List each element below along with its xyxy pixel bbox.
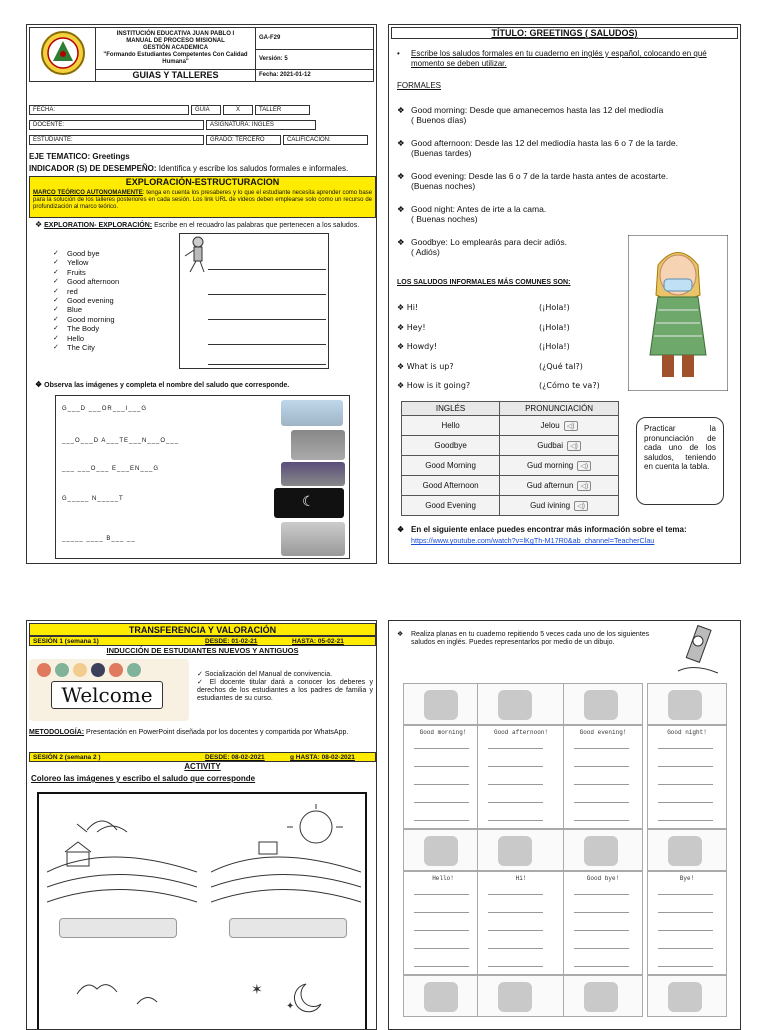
session2-hasta: g HASTA: 08-02-2021 xyxy=(290,754,355,761)
manual-name: MANUAL DE PROCESO MISIONAL xyxy=(126,38,225,44)
word-item: ✓ Good morning xyxy=(53,315,119,324)
writing-box[interactable] xyxy=(563,871,643,975)
informal-greeting-en: Hey! xyxy=(406,322,426,332)
exploration-text: Escribe en el recuadro las palabras que pertenecen a los saludos. xyxy=(154,222,360,229)
planas-instruction: Realiza planas en tu cuaderno repitiendo 5 veces cada uno de los siguientes saludos en inglés. Puedes representarlos por medio de un dibujo. xyxy=(411,631,650,646)
speaker-icon[interactable]: ◁) xyxy=(567,441,581,451)
eje-tematico: EJE TEMATICO: Greetings xyxy=(29,152,130,161)
formal-greeting-en: Good afternoon: xyxy=(411,138,473,148)
institution-name: INSTITUCIÓN EDUCATIVA JUAN PABLO I xyxy=(116,31,235,37)
pronunciation-row xyxy=(402,416,619,436)
blank-4[interactable]: G_____ N_____T xyxy=(62,496,124,502)
informal-greeting-item: ❖ What is up? (¿Qué tal?) xyxy=(397,361,583,371)
formal-greeting-item: ❖ Good evening: Desde las 6 o 7 de la tarde hasta antes de acostarte. (Buenas noches) xyxy=(397,171,669,191)
english-word: Good Afternoon xyxy=(402,476,500,496)
doc-title: GUIAS Y TALLERES xyxy=(96,70,256,82)
night-landscape-image xyxy=(211,964,361,1030)
formal-greeting-es: Desde que amanecemos hasta las 12 del mediodía xyxy=(469,105,664,115)
header-table xyxy=(29,27,374,82)
answer-input-1[interactable] xyxy=(59,918,177,938)
word-item: ✓ Hello xyxy=(53,334,119,343)
transfer-title: TRANSFERENCIA Y VALORACIÓN xyxy=(29,623,376,636)
word-item: ✓ Good afternoon xyxy=(53,277,119,286)
exploration-label: EXPLORATION- EXPLORACIÓN: xyxy=(44,222,153,229)
evening-landscape-image xyxy=(47,964,197,1030)
formal-greeting-es: Desde las 12 del mediodía hasta las 6 o 7 de la tarde. xyxy=(474,138,678,148)
link-text: En el siguiente enlace puedes encontrar más información sobre el tema: xyxy=(411,525,687,534)
greeting-label: Good morning! xyxy=(419,729,467,736)
marco-text: : tenga en cuenta los presaberes y lo que el estudiante necesita aprender como base para la solución de los talleres posteriores en cada sesión. Los link URL de videos deben emplearse solo como un recurso de profundización al marco teórico. xyxy=(33,189,372,210)
formal-greeting-es: Lo emplearás para decir adiós. xyxy=(450,237,567,247)
greeting-label: Good night! xyxy=(667,729,707,736)
blank-5[interactable]: _____ ____ B___ __ xyxy=(62,536,136,542)
answer-box[interactable] xyxy=(179,233,329,369)
greeting-picture xyxy=(477,829,565,871)
writing-box[interactable] xyxy=(403,871,483,975)
informal-greeting-en: Howdy! xyxy=(406,342,438,351)
formal-greeting-item: ❖ Good afternoon: Desde las 12 del mediodía hasta las 6 o 7 de la tarde. (Buenas tardes) xyxy=(397,138,678,158)
worksheet-page-2: TÍTULO: GREETINGS ( SALUDOS) • Escribe los saludos formales en tu cuaderno en inglés y español, colocando en qué momento se deben utilizar. FORMALES ❖ Good morning: Desde que amanecemos hasta las 12 del mediodía ( Buenos días) ❖ Good afternoon: Desde las 12 del mediodía hasta las 6 o 7 de la tarde. (Buenas tardes) ❖ Good evening: Desde las 6 o 7 de la tarde hasta antes de acostarte. (Buenas noches) ❖ Good night: Antes de irte a la cama. ( Buenas noches) ❖ Goodbye: Lo emplearás para decir adiós. ( Adiós) LOS SALUDOS INFORMALES MÁS COMUNES SON: ❖ Hi! (¡Hola!) ❖ Hey! (¡Hola!) ❖ Howdy! (¡Hola!) ❖ What is up? (¿Qué tal?) ❖ How is it going? (¿Cómo te va?) INGLÉS PRONUNCIACIÓN Hello Jelou ◁) Goodbye Gudbai ◁) Good Morning Gud morning ◁) Good Afternoon Gud afternun ◁) Good Evening Gud ivining ◁) Practicar la pronunciación de cada uno de los saludos, teniendo en cuenta la tabla. ❖ En el siguiente enlace puedes encontrar más información sobre el tema: https://www.youtube.com/watch?v=lKgTh-M17R0&ab_channel=TeacherClau xyxy=(388,24,741,564)
informal-greeting-en: Hi! xyxy=(406,303,419,312)
greeting-picture xyxy=(647,975,727,1017)
greeting-picture xyxy=(563,683,643,725)
english-word: Good Evening xyxy=(402,496,500,516)
writing-box[interactable] xyxy=(647,725,727,829)
afternoon-image xyxy=(291,430,345,460)
greeting-picture xyxy=(563,975,643,1017)
informal-greeting-es: (¡Hola!) xyxy=(539,342,570,351)
informal-greeting-item: ❖ Howdy! (¡Hola!) xyxy=(397,342,570,351)
school-logo xyxy=(40,30,86,76)
gestion-name: GESTIÓN ACADEMICA xyxy=(142,45,209,51)
word-item: ✓ red xyxy=(53,287,119,296)
greeting-picture xyxy=(403,829,483,871)
formal-greeting-item: ❖ Good morning: Desde que amanecemos hasta las 12 del mediodía ( Buenos días) xyxy=(397,105,664,125)
marco-label: MARCO TEÓRICO AUTONOMAMENTE xyxy=(33,189,143,196)
informal-greeting-es: (¡Hola!) xyxy=(539,322,570,332)
svg-text:✦: ✦ xyxy=(286,1001,295,1012)
speaker-icon[interactable]: ◁) xyxy=(577,461,591,471)
pencil-character-image xyxy=(674,623,722,677)
word-item: ✓ Blue xyxy=(53,305,119,314)
writing-box[interactable] xyxy=(563,725,643,829)
greeting-picture xyxy=(647,829,727,871)
greeting-picture xyxy=(563,829,643,871)
formal-greeting-en: Good night: xyxy=(411,204,455,214)
informal-greeting-item: ❖ Hey! (¡Hola!) xyxy=(397,322,570,332)
informal-greeting-item: ❖ How is it going? (¿Cómo te va?) xyxy=(397,381,600,390)
afternoon-landscape-image xyxy=(211,802,361,912)
activity-heading: ACTIVITY xyxy=(184,762,221,771)
asignatura-field: ASIGNATURA: INGLES xyxy=(206,120,316,130)
formal-greeting-item: ❖ Goodbye: Lo emplearás para decir adiós. ( Adiós) xyxy=(397,237,567,257)
doc-date: Fecha: 2021-01-12 xyxy=(256,70,374,82)
pronunciation-row xyxy=(402,456,619,476)
greeting-label: Good bye! xyxy=(586,875,620,882)
word-item: ✓ The Body xyxy=(53,324,119,333)
greeting-label: Good evening! xyxy=(579,729,627,736)
greeting-label: Good afternoon! xyxy=(493,729,548,736)
greeting-label: Hi! xyxy=(515,875,527,882)
girl-with-mask-image xyxy=(628,235,728,391)
boy-figure xyxy=(182,236,210,276)
session1-hasta: HASTA: 05-02-21 xyxy=(292,638,344,645)
blank-2[interactable]: ___O___D A___TE___N___O___ xyxy=(62,438,180,444)
session2-label: SESIÓN 2 (semana 2 ) xyxy=(33,754,101,761)
word-item: ✓ Fruits xyxy=(53,268,119,277)
video-link[interactable]: https://www.youtube.com/watch?v=lKgTh-M17R0&ab_channel=TeacherClau xyxy=(411,536,655,545)
greetings-instruction: Escribe los saludos formales en tu cuaderno en inglés y español, colocando en qué momento se deben utilizar. xyxy=(411,49,707,68)
formal-greeting-translation: ( Buenos días) xyxy=(411,115,467,125)
formal-greeting-en: Goodbye: xyxy=(411,237,448,247)
speaker-icon[interactable]: ◁) xyxy=(574,501,588,511)
doc-version: Versión: 5 xyxy=(256,50,374,70)
practice-note: Practicar la pronunciación de cada uno de los saludos, teniendo en cuenta la tabla. xyxy=(636,417,724,505)
morning-image xyxy=(281,400,343,426)
speaker-icon[interactable]: ◁) xyxy=(564,421,578,431)
informal-greeting-es: (¡Hola!) xyxy=(539,303,570,312)
section-title: EXPLORACIÓN-ESTRUCTURACION xyxy=(125,177,280,187)
greeting-picture xyxy=(477,975,565,1017)
word-item: ✓ The City xyxy=(53,343,119,352)
writing-box[interactable] xyxy=(647,871,727,975)
bullet-docente: ✓ El docente titular dará a conocer los deberes y derechos de los estudiantes a los padres de familia y estudiantes de su curso. xyxy=(197,679,373,702)
pronunciation: Gud ivining xyxy=(530,500,571,510)
guia-mark[interactable]: X xyxy=(223,105,253,115)
formal-greeting-translation: ( Adiós) xyxy=(411,247,440,257)
greeting-picture xyxy=(403,683,483,725)
formal-greeting-en: Good morning: xyxy=(411,105,468,115)
motto: "Formando Estudiantes Competentes Con Calidad Humana" xyxy=(103,52,248,65)
word-item: ✓ Good evening xyxy=(53,296,119,305)
evening-image xyxy=(281,462,345,486)
answer-input-2[interactable] xyxy=(229,918,347,938)
greeting-picture xyxy=(477,683,565,725)
welcome-sign: Welcome xyxy=(51,681,163,709)
night-image: ☾ xyxy=(274,488,344,518)
goodbye-image xyxy=(281,522,345,556)
metodologia-label: METODOLOGÍA: xyxy=(29,729,85,736)
taller-label: TALLER xyxy=(255,105,310,115)
formal-greeting-es: Antes de irte a la cama. xyxy=(456,204,547,214)
informal-greeting-es: (¿Cómo te va?) xyxy=(539,381,600,390)
doc-code: GA-F29 xyxy=(256,28,374,50)
informal-greeting-item: ❖ Hi! (¡Hola!) xyxy=(397,303,570,312)
induccion-heading: INDUCCIÓN DE ESTUDIANTES NUEVOS Y ANTIGUOS xyxy=(106,646,299,655)
welcome-image xyxy=(29,659,189,721)
english-word: Good Morning xyxy=(402,456,500,476)
estudiante-field[interactable]: ESTUDIANTE: xyxy=(29,135,204,145)
greeting-label: Bye! xyxy=(679,875,695,882)
pronunciation: Gudbai xyxy=(537,440,563,450)
calificacion-field[interactable]: CALIFICACION: xyxy=(283,135,368,145)
coloring-frame xyxy=(37,792,367,1030)
formal-greeting-item: ❖ Good night: Antes de irte a la cama. ( Buenas noches) xyxy=(397,204,547,224)
formal-greeting-translation: (Buenas tardes) xyxy=(411,148,472,158)
word-item: ✓ Good bye xyxy=(53,249,119,258)
formales-heading: FORMALES xyxy=(397,81,442,90)
pronunciation-row xyxy=(402,496,619,516)
formal-greeting-es: Desde las 6 o 7 de la tarde hasta antes de acostarte. xyxy=(468,171,669,181)
pronunciation: Gud afternun xyxy=(526,480,574,490)
coloreo-instruction: Coloreo las imágenes y escribo el saludo que corresponde xyxy=(31,774,256,783)
english-word: Goodbye xyxy=(402,436,500,456)
speaker-icon[interactable]: ◁) xyxy=(577,481,591,491)
observe-box xyxy=(55,395,350,559)
grado-field: GRADO: TERCERO xyxy=(206,135,281,145)
pronunciation-table xyxy=(401,401,619,516)
pronunciation-row xyxy=(402,476,619,496)
worksheet-page-3 xyxy=(26,620,377,1030)
writing-box[interactable] xyxy=(403,725,483,829)
docente-field[interactable]: DOCENTE: xyxy=(29,120,204,130)
guia-label: GUIA xyxy=(191,105,221,115)
informal-greeting-en: What is up? xyxy=(406,361,454,371)
indicador-text: Identifica y escribe los saludos formales e informales. xyxy=(158,164,349,173)
english-word: Hello xyxy=(402,416,500,436)
greeting-label: Hello! xyxy=(432,875,454,882)
fecha-field[interactable]: FECHA: xyxy=(29,105,189,115)
informal-greeting-en: How is it going? xyxy=(406,381,471,390)
observe-instruction: ❖ Observa las imágenes y completa el nombre del saludo que corresponde. xyxy=(35,380,290,389)
writing-box[interactable] xyxy=(477,725,565,829)
writing-box[interactable] xyxy=(477,871,565,975)
worksheet-page-4: ❖ Realiza planas en tu cuaderno repitiendo 5 veces cada uno de los siguientes saludos en inglés. Puedes representarlos por medio de un dibujo. Good morning! Good afternoon! Good evening! Good night! Hello! Hi! Good bye! Bye! xyxy=(388,620,741,1030)
greeting-picture xyxy=(647,683,727,725)
header-ingles: INGLÉS xyxy=(402,402,500,416)
session1-desde: DESDE: 01-02-21 xyxy=(205,638,258,645)
informales-heading: LOS SALUDOS INFORMALES MÁS COMUNES SON: xyxy=(397,279,571,286)
header-pronunciacion: PRONUNCIACIÓN xyxy=(500,402,619,416)
blank-1[interactable]: G___D ___OR___I___G xyxy=(62,406,148,412)
greetings-title: TÍTULO: GREETINGS ( SALUDOS) xyxy=(391,27,738,39)
word-list xyxy=(53,249,119,352)
session2-desde: DESDE: 08-02-2021 xyxy=(205,754,265,761)
formal-greeting-translation: (Buenas noches) xyxy=(411,181,476,191)
morning-landscape-image xyxy=(47,802,197,912)
pronunciation: Jelou xyxy=(540,420,560,430)
formal-greeting-translation: ( Buenas noches) xyxy=(411,214,478,224)
word-item: ✓ Yellow xyxy=(53,258,119,267)
session1-label: SESIÓN 1 (semana 1) xyxy=(33,638,99,645)
informal-greeting-es: (¿Qué tal?) xyxy=(539,361,583,371)
pronunciation-row xyxy=(402,436,619,456)
svg-text:✶: ✶ xyxy=(251,982,263,998)
indicador-label: INDICADOR (S) DE DESEMPEÑO: xyxy=(29,164,157,173)
worksheet-page-1: INSTITUCIÓN EDUCATIVA JUAN PABLO I MANUAL DE PROCESO MISIONAL GESTIÓN ACADEMICA "Formando Estudiantes Competentes Con Calidad Humana" GA-F29 Versión: 5 GUIAS Y TALLERES Fecha: 2021-01-12 FECHA: GUIA X TALLER DOCENTE: ASIGNATURA: INGLES ESTUDIANTE: GRADO: TERCERO CALIFICACION: EJE TEMATICO: Greetings INDICADOR (S) DE DESEMPEÑO: Identifica y escribe los saludos formales e informales. EXPLORACIÓN-ESTRUCTURACION MARCO TEÓRICO AUTONOMAMENTE: tenga en cuenta los presaberes y lo que el estudiante necesita aprender como base para la solución de los talleres posteriores en cada sesión. Los link URL de videos deben emplearse solo como un recurso de profundización al marco teórico. ❖ EXPLORATION- EXPLORACIÓN: Escribe en el recuadro las palabras que pertenecen a los saludos. ✓ Good bye ✓ Yellow ✓ Fruits ✓ Good afternoon ✓ red ✓ Good evening ✓ Blue ✓ Good morning ✓ The Body ✓ Hello ✓ The City ❖ Observa las imágenes y completa el nombre del saludo que corresponde. G___D ___OR___I___G ___O___D A___TE___N___O___ ___ ___O___ E___EN___G G_____ N_____T _____ ____ B___ __ ☾ xyxy=(26,24,377,564)
metodologia-text: Presentación en PowerPoint diseñada por los docentes y compartida por WhatsApp. xyxy=(86,729,349,736)
greeting-picture xyxy=(403,975,483,1017)
pronunciation: Gud morning xyxy=(526,460,574,470)
blank-3[interactable]: ___ ___O___ E___EN___G xyxy=(62,466,160,472)
bullet-socializacion: ✓ Socialización del Manual de convivencia. xyxy=(197,671,333,678)
formal-greeting-en: Good evening: xyxy=(411,171,467,181)
